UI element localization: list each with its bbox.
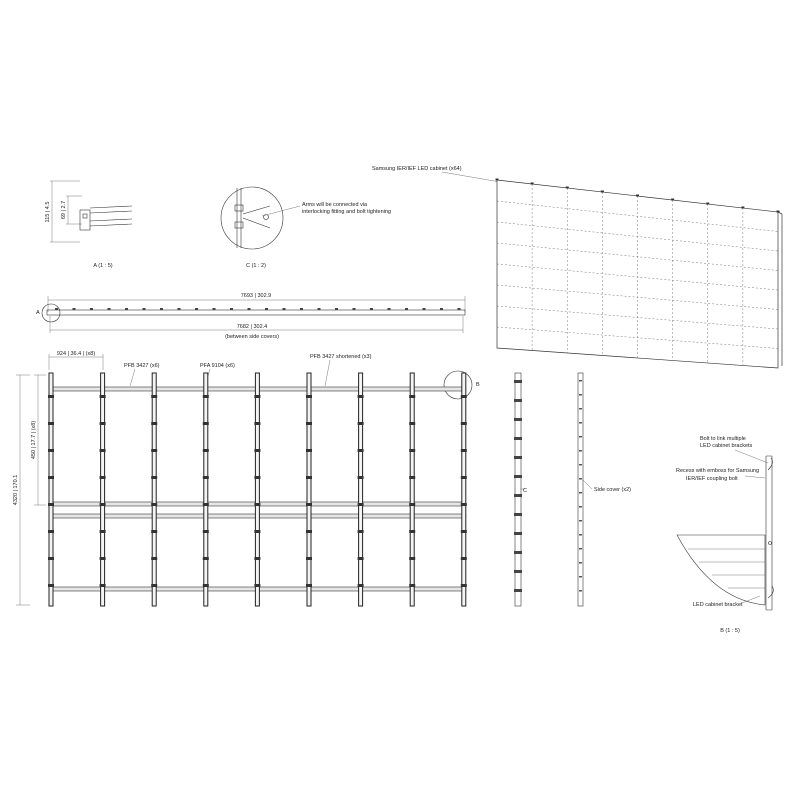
side-view-bracket [514,532,522,535]
frame-label-pfb: PFB 3427 (x6) [124,363,160,369]
detail-a-height-dim: 115 | 4.5 [45,201,51,223]
rail-fixing [388,308,391,310]
detail-b-recess-note-line2: IER/IEF coupling bolt [686,476,738,482]
vertical-column [359,373,363,606]
column-clamp [306,395,312,398]
column-clamp [100,449,106,452]
detail-b-caption: B (1 : 5) [720,628,740,634]
column-clamp [409,476,415,479]
side-cover-hole [579,422,582,424]
column-clamp [48,476,54,479]
led-wall-label: Samsung IER/IEF LED cabinet (x64) [372,166,462,172]
marker-c: C [523,488,527,494]
rail-fixing [178,308,181,310]
column-clamp [461,503,467,506]
side-view-bracket [514,589,522,592]
column-clamp [100,476,106,479]
column-clamp [358,584,364,587]
column-clamp [306,557,312,560]
column-clamp [358,449,364,452]
column-clamp [358,557,364,560]
vertical-column [101,373,105,606]
frame-total-height-dim: 4320 | 170.1 [13,474,19,506]
column-clamp [203,503,209,506]
led-top-mount [636,195,639,197]
column-clamp [358,422,364,425]
led-top-mount [741,207,744,209]
column-clamp [151,557,157,560]
detail-c-caption: C (1 : 2) [246,263,266,269]
side-cover-hole [579,408,582,410]
column-clamp [48,584,54,587]
side-cover-hole [579,478,582,480]
led-top-mount [706,203,709,205]
column-clamp [203,395,209,398]
side-cover-hole [579,576,582,578]
side-view-bracket [514,418,522,421]
column-clamp [100,584,106,587]
detail-a [45,181,132,269]
column-clamp [151,503,157,506]
column-clamp [306,422,312,425]
column-clamp [254,476,260,479]
column-clamp [100,530,106,533]
frame-label-pfa: PFA 9104 (x6) [200,363,235,369]
rail-fixing [405,308,408,310]
detail-a-caption: A (1 : 5) [93,263,113,269]
column-clamp [151,530,157,533]
column-clamp [254,422,260,425]
side-view-bracket [514,494,522,497]
column-clamp [203,449,209,452]
column-clamp [409,449,415,452]
vertical-column [255,373,259,606]
side-cover-hole [579,450,582,452]
top-rail-total-dim: 7693 | 302.9 [240,293,272,299]
rail-fixing [335,308,338,310]
column-clamp [203,422,209,425]
rail-fixing [160,308,163,310]
rail-fixing [370,308,373,310]
column-clamp [254,557,260,560]
rail-fixing [440,308,443,310]
side-view-bracket [514,380,522,383]
column-clamp [203,476,209,479]
top-rail-between-note: (between side covers) [225,334,279,340]
side-cover-hole [579,534,582,536]
column-clamp [203,530,209,533]
front-frame-view [13,351,480,606]
detail-c-note-line2: interlocking fitting and bolt tightening [302,209,391,215]
side-cover-hole [579,464,582,466]
side-cover-hole [579,380,582,382]
side-cover-hole [579,506,582,508]
vertical-column [410,373,414,606]
column-clamp [306,503,312,506]
side-view-bracket [514,456,522,459]
column-clamp [48,530,54,533]
led-top-mount [671,199,674,201]
column-clamp [100,503,106,506]
side-view-bracket [514,570,522,573]
column-clamp [203,584,209,587]
side-cover-hole [579,590,582,592]
vertical-column [152,373,156,606]
detail-c-note-line1: Arms will be connected via [302,202,368,208]
vertical-column [204,373,208,606]
column-clamp [48,395,54,398]
vertical-column [462,373,466,606]
column-clamp [254,530,260,533]
detail-b-bracket-note: LED cabinet bracket [693,602,743,608]
column-clamp [151,449,157,452]
column-clamp [151,422,157,425]
side-cover-view [578,373,631,606]
column-clamp [461,584,467,587]
side-cover-hole [579,548,582,550]
column-clamp [100,395,106,398]
rail-fixing [458,308,461,310]
column-clamp [461,476,467,479]
column-clamp [358,530,364,533]
rail-fixing [55,308,58,310]
column-clamp [254,503,260,506]
side-view-bracket [514,437,522,440]
top-rail-view [36,293,465,340]
side-view-bracket [514,399,522,402]
rail-fixing [108,308,111,310]
column-clamp [306,449,312,452]
side-cover-hole [579,520,582,522]
side-cover-hole [579,436,582,438]
column-clamp [306,530,312,533]
column-clamp [461,530,467,533]
side-cover-hole [579,562,582,564]
detail-a-inner-dim: 69 | 2.7 [61,200,67,220]
column-clamp [203,557,209,560]
rail-fixing [283,308,286,310]
side-cover-hole [579,492,582,494]
column-clamp [254,449,260,452]
column-clamp [409,584,415,587]
rail-fixing [143,308,146,310]
rail-fixing [265,308,268,310]
side-view-bracket [514,475,522,478]
vertical-column [307,373,311,606]
rail-fixing [90,308,93,310]
column-clamp [358,476,364,479]
marker-b: B [476,382,480,388]
frame-pitch-dim: 924 | 36.4 | (x8) [56,351,96,357]
rail-fixing [423,308,426,310]
column-clamp [409,395,415,398]
column-clamp [306,476,312,479]
led-top-mount [531,183,534,185]
led-top-mount [601,191,604,193]
frame-module-height-dim: 450 | 17.7 | (x8) [31,420,37,460]
led-wall-edge [778,212,782,214]
rail-fixing [353,308,356,310]
column-clamp [151,395,157,398]
side-view [514,373,527,606]
column-clamp [461,395,467,398]
marker-a: A [36,310,40,316]
column-clamp [461,449,467,452]
column-clamp [254,584,260,587]
column-clamp [48,557,54,560]
detail-b-bolt-note-line2: LED cabinet brackets [700,443,753,449]
side-view-bracket [514,551,522,554]
rail-fixing [213,308,216,310]
column-clamp [461,422,467,425]
rail-fixing [73,308,76,310]
frame-label-pfb-short: PFB 3427 shortened (x3) [310,354,372,360]
column-clamp [358,503,364,506]
column-clamp [151,476,157,479]
detail-b-bolt-note-line1: Bolt to link multiple [700,436,746,442]
rail-fixing [125,308,128,310]
column-clamp [100,557,106,560]
rail-fixing [195,308,198,310]
led-top-mount [566,187,569,189]
rail-fixing [318,308,321,310]
side-view-bracket [514,513,522,516]
side-cover-label: Side cover (x2) [594,487,631,493]
column-clamp [48,422,54,425]
rail-fixing [300,308,303,310]
column-clamp [48,449,54,452]
column-clamp [409,557,415,560]
detail-c [221,187,391,269]
column-clamp [409,503,415,506]
column-clamp [461,557,467,560]
column-clamp [358,395,364,398]
led-wall-view [372,166,782,368]
column-clamp [48,503,54,506]
vertical-column [49,373,53,606]
column-clamp [306,584,312,587]
side-cover-hole [579,394,582,396]
led-top-mount [496,179,499,181]
top-rail-between-dim: 7682 | 302.4 [236,324,268,330]
column-clamp [100,422,106,425]
detail-b-recess-note-line1: Recess with emboss for Samsung [676,468,760,474]
detail-b [676,436,773,634]
rail-fixing [230,308,233,310]
column-clamp [254,395,260,398]
column-clamp [409,422,415,425]
rail-fixing [248,308,251,310]
column-clamp [151,584,157,587]
column-clamp [409,530,415,533]
